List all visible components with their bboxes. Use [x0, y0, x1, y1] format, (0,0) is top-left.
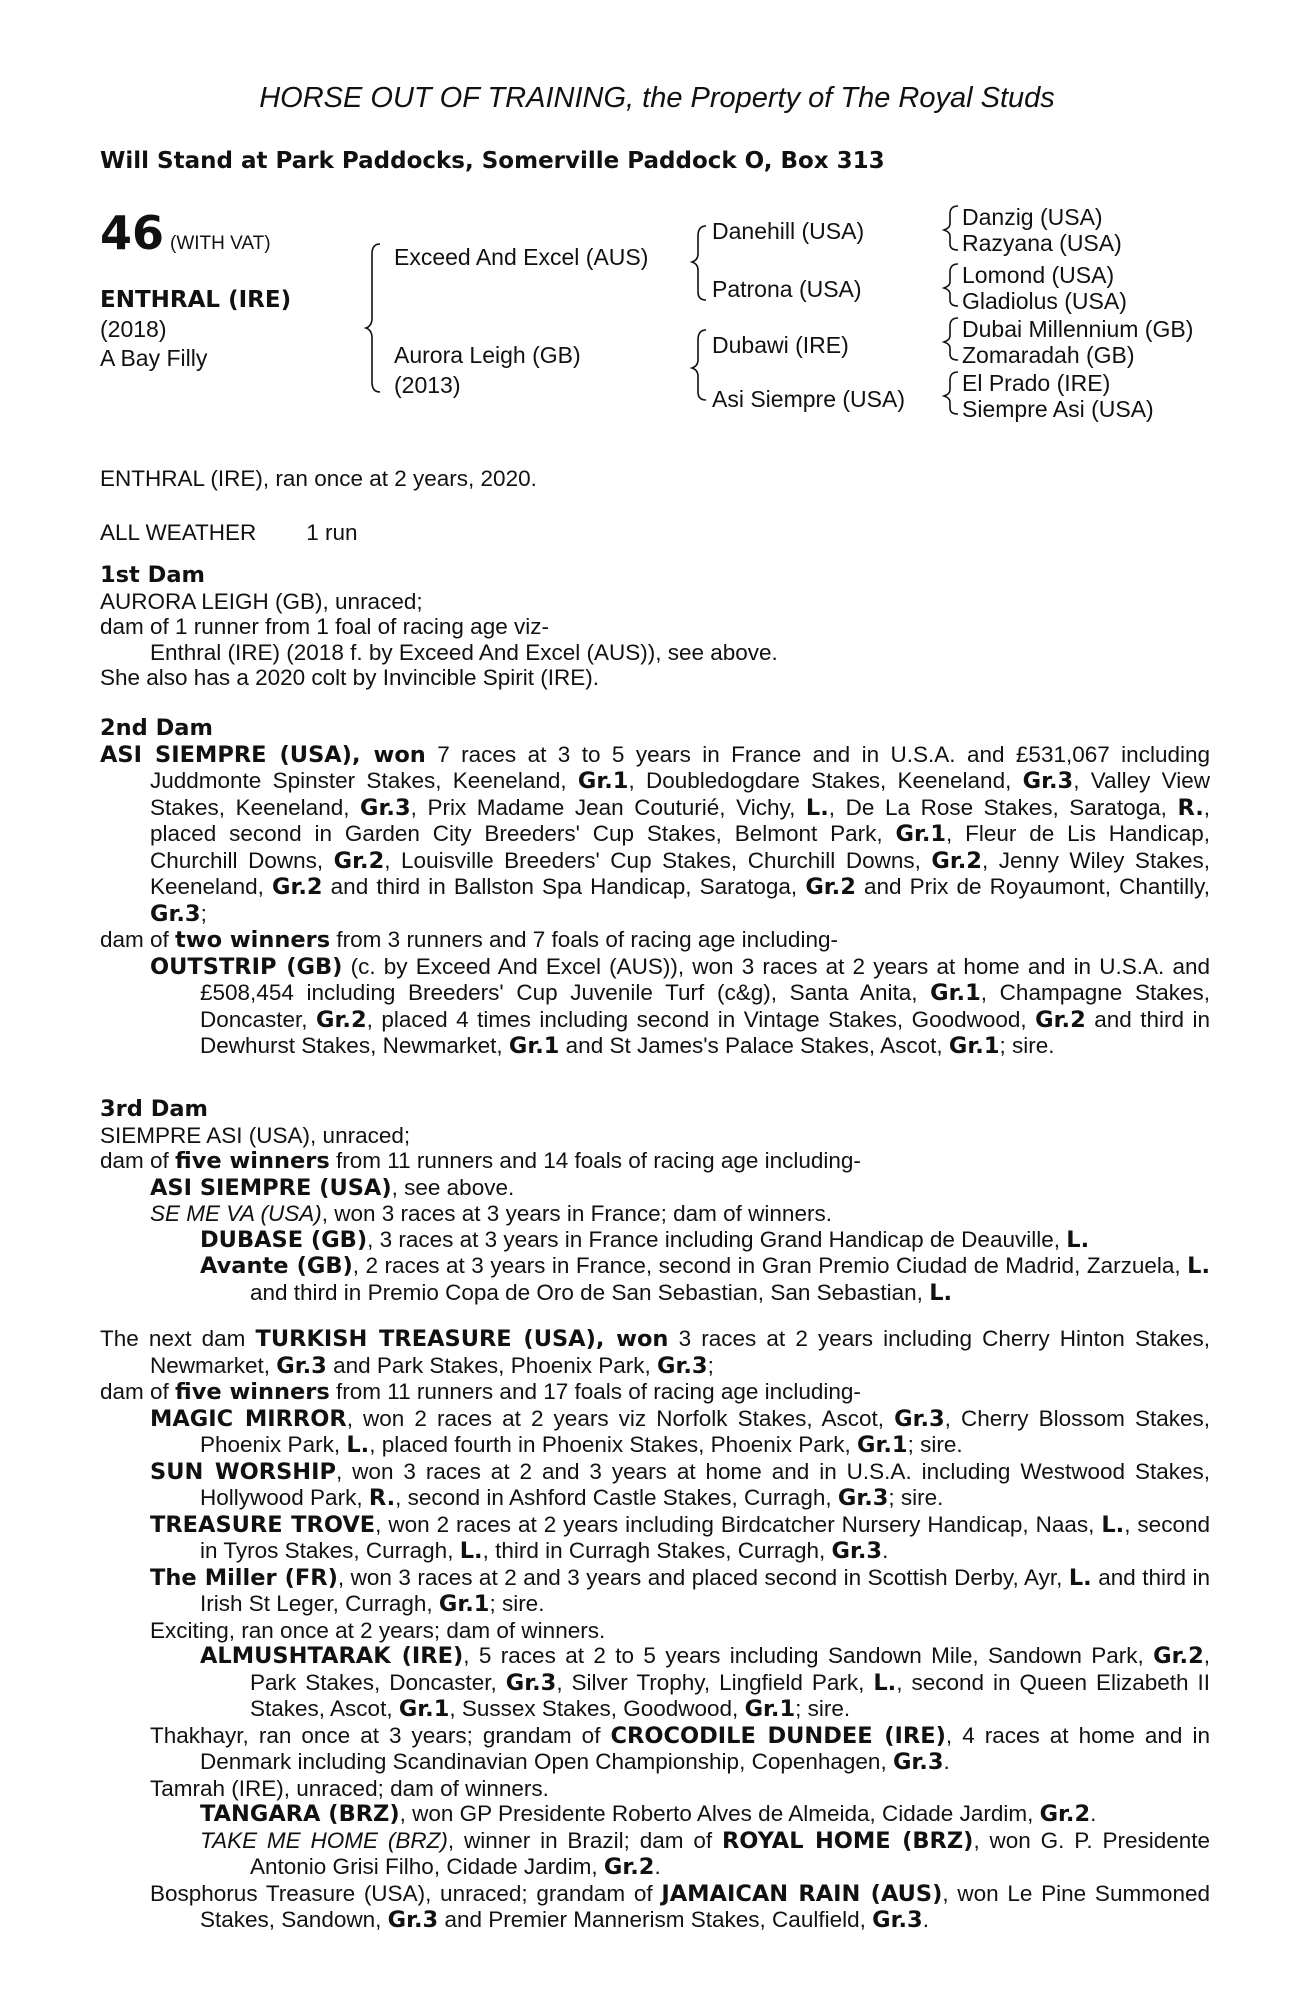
first-dam-line: Enthral (IRE) (2018 f. by Exceed And Excel (AUS)), see above. [150, 639, 778, 665]
surface-runs: 1 run [306, 519, 358, 545]
dam-dam: Asi Siempre (USA) [712, 386, 905, 412]
next-dam-offspring: Bosphorus Treasure (USA), unraced; grandam of JAMAICAN RAIN (AUS), won Le Pine Summoned Stakes, Sandown, Gr.3 and Premier Mannerism Stakes, Caulfield, Gr.3. [150, 1880, 1210, 1933]
horse-year: (2018) [100, 316, 167, 342]
sire: Exceed And Excel (AUS) [394, 244, 649, 270]
third-dam-grand-offspring: DUBASE (GB), 3 races at 3 years in France including Grand Handicap de Deauville, L. [200, 1226, 1090, 1253]
next-dam-offspring: SUN WORSHIP, won 3 races at 2 and 3 years at home and in U.S.A. including Westwood Stakes, Hollywood Park, R., second in Ashford Castle Stakes, Curragh, Gr.3; sire. [150, 1458, 1210, 1511]
next-dam-offspring: The Miller (FR), won 3 races at 2 and 3 years and placed second in Scottish Derby, Ayr, L. and third in Irish St Leger, Curragh, Gr.1; sire. [150, 1564, 1210, 1617]
first-dam-heading: 1st Dam [100, 562, 205, 588]
dam: Aurora Leigh (GB) [394, 342, 581, 368]
first-dam-line: AURORA LEIGH (GB), unraced; [100, 588, 423, 614]
dam-dam-dam: Siempre Asi (USA) [962, 396, 1154, 422]
horse-description: A Bay Filly [100, 345, 208, 371]
page-header: HORSE OUT OF TRAINING, the Property of The Royal Studs [259, 82, 1055, 114]
next-dam-offspring: MAGIC MIRROR, won 2 races at 2 years viz Norfolk Stakes, Ascot, Gr.3, Cherry Blossom Stakes, Phoenix Park, L., placed fourth in Phoenix Stakes, Phoenix Park, Gr.1; sire. [150, 1405, 1211, 1458]
sire-dam-dam: Gladiolus (USA) [962, 288, 1127, 314]
third-dam-heading: 3rd Dam [100, 1096, 208, 1122]
next-dam-paragraph: The next dam TURKISH TREASURE (USA), won 3 races at 2 years including Cherry Hinton Stakes, Newmarket, Gr.3 and Park Stakes, Phoenix Park, Gr.3; [100, 1326, 1210, 1379]
next-dam-produce-line: dam of five winners from 11 runners and 17 foals of racing age including- [100, 1379, 861, 1405]
next-dam-offspring: Tamrah (IRE), unraced; dam of winners. [150, 1775, 549, 1801]
second-dam-offspring: OUTSTRIP (GB) (c. by Exceed And Excel (AUS)), won 3 races at 2 years at home and in U.S.A. and £508,454 including Breeders' Cup Juvenile Turf (c&g), Santa Anita, Gr.1, Champagne Stakes, Doncaster, Gr.2, placed 4 times including second in Vintage Stakes, Goodwood, Gr.2 and third in Dewhurst Stakes, Newmarket, Gr.1 and St James's Palace Stakes, Ascot, Gr.1; sire. [150, 953, 1211, 1059]
second-dam-section [100, 716, 1210, 1060]
next-dam-grand-offspring: ALMUSHTARAK (IRE), 5 races at 2 to 5 years including Sandown Mile, Sandown Park, Gr.2, Park Stakes, Doncaster, Gr.3, Silver Trophy, Lingfield Park, L., second in Queen Elizabeth II Stakes, Ascot, Gr.1, Sussex Stakes, Goodwood, Gr.1; sire. [200, 1643, 1210, 1722]
first-dam-section [100, 563, 1210, 691]
third-dam-section [100, 1097, 1210, 1306]
sire-sire-dam: Razyana (USA) [962, 230, 1122, 256]
vat-note: (WITH VAT) [170, 233, 271, 254]
sire-sire-sire: Danzig (USA) [962, 204, 1103, 230]
sire-dam-sire: Lomond (USA) [962, 262, 1115, 288]
first-dam-line: dam of 1 runner from 1 foal of racing age viz- [100, 614, 549, 639]
stand-location: Will Stand at Park Paddocks, Somerville Paddock O, Box 313 [100, 148, 885, 174]
race-summary [100, 466, 1210, 545]
dam-year: (2013) [394, 372, 461, 398]
third-dam-grand-offspring: Avante (GB), 2 races at 3 years in France, second in Gran Premio Ciudad de Madrid, Zarzuela, L. and third in Premio Copa de Oro de San Sebastian, San Sebastian, L. [200, 1253, 1211, 1306]
surface-label: ALL WEATHER [100, 519, 257, 545]
first-dam-line: She also has a 2020 colt by Invincible Spirit (IRE). [100, 665, 599, 690]
next-dam-offspring: Thakhayr, ran once at 3 years; grandam of CROCODILE DUNDEE (IRE), 4 races at home and in Denmark including Scandinavian Open Championship, Copenhagen, Gr.3. [150, 1722, 1210, 1775]
third-dam-offspring: ASI SIEMPRE (USA), see above. [150, 1174, 515, 1201]
lot-number: 46 [100, 206, 165, 260]
dam-dam-sire: El Prado (IRE) [962, 370, 1111, 396]
next-dam-section [100, 1326, 1210, 1934]
sire-sire: Danehill (USA) [712, 218, 865, 244]
third-dam-line: SIEMPRE ASI (USA), unraced; [100, 1122, 411, 1148]
second-dam-produce-line: dam of two winners from 3 runners and 7 foals of racing age including- [100, 927, 838, 953]
second-dam-heading: 2nd Dam [100, 715, 213, 741]
third-dam-produce-line: dam of five winners from 11 runners and 14 foals of racing age including- [100, 1148, 861, 1174]
sire-dam: Patrona (USA) [712, 276, 862, 302]
second-dam-paragraph: ASI SIEMPRE (USA), won 7 races at 3 to 5 years in France and in U.S.A. and £531,067 including Juddmonte Spinster Stakes, Keeneland, Gr.1, Doubledogdare Stakes, Keeneland, Gr.3, Valley View Stakes, Keeneland, Gr.3, Prix Madame Jean Couturié, Vichy, L., De La Rose Stakes, Saratoga, R., placed second in Garden City Breeders' Cup Stakes, Belmont Park, Gr.1, Fleur de Lis Handicap, Churchill Downs, Gr.2, Louisville Breeders' Cup Stakes, Churchill Downs, Gr.2, Jenny Wiley Stakes, Keeneland, Gr.2 and third in Ballston Spa Handicap, Saratoga, Gr.2 and Prix de Royaumont, Chantilly, Gr.3; [100, 741, 1211, 927]
next-dam-offspring: Exciting, ran once at 2 years; dam of winners. [150, 1617, 606, 1643]
dam-sire: Dubawi (IRE) [712, 332, 849, 358]
next-dam-grand-offspring: TANGARA (BRZ), won GP Presidente Roberto Alves de Almeida, Cidade Jardim, Gr.2. [200, 1801, 1097, 1827]
horse-name: ENTHRAL (IRE) [100, 287, 292, 313]
dam-sire-dam: Zomaradah (GB) [962, 342, 1135, 368]
third-dam-offspring: SE ME VA (USA), won 3 races at 3 years in France; dam of winners. [150, 1201, 832, 1226]
dam-sire-sire: Dubai Millennium (GB) [962, 316, 1194, 342]
next-dam-grand-offspring: TAKE ME HOME (BRZ), winner in Brazil; dam of ROYAL HOME (BRZ), won G. P. Presidente Antonio Grisi Filho, Cidade Jardim, Gr.2. [200, 1827, 1211, 1880]
next-dam-offspring: TREASURE TROVE, won 2 races at 2 years including Birdcatcher Nursery Handicap, Naas, L., second in Tyros Stakes, Curragh, L., third in Curragh Stakes, Curragh, Gr.3. [150, 1511, 1210, 1564]
surface-line [100, 520, 1210, 546]
ran-line: ENTHRAL (IRE), ran once at 2 years, 2020. [100, 466, 537, 491]
